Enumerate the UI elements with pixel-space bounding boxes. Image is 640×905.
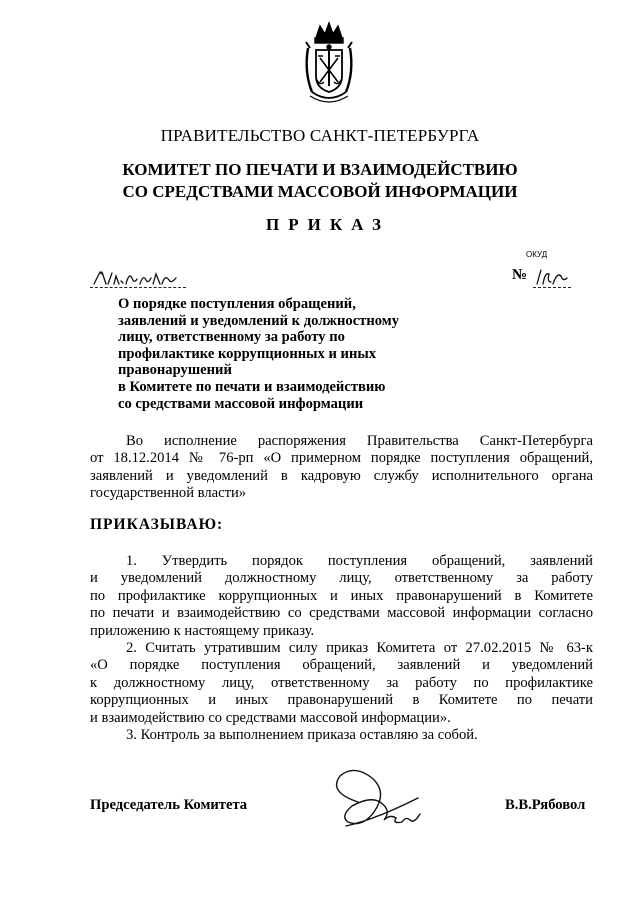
order-items [90,553,593,744]
subject-line: со средствами массовой информации [118,395,364,412]
item1-line: 1. Утвердить порядок поступления обращений, заявлений [126,553,593,569]
item2-line: 2. Считать утратившим силу приказ Комитета от 27.02.2015 № 63-к [126,640,593,657]
preamble [90,433,593,503]
item2-line: к должностному лицу, ответственному за работу по профилактике [90,674,593,691]
item1-line: приложению к настоящему приказу. [90,622,315,639]
chairman-position: Председатель Комитета [90,797,248,813]
preamble-line: заявлений и уведомлений в кадровую службу исполнительного органа [90,467,593,484]
date-underline [90,287,186,288]
subject-line: О порядке поступления обращений, [118,296,356,312]
committee-title-line2: СО СРЕДСТВАМИ МАССОВОЙ ИНФОРМАЦИИ [122,182,518,201]
preamble-line: Во исполнение распоряжения Правительства Санкт-Петербурга [126,433,593,449]
okud-label: ОКУД [526,250,548,259]
item1-line: и уведомлений должностному лицу, ответственному за работу [90,570,593,587]
number-sign: № [512,267,528,283]
item1-line: по профилактике коррупционных и иных правонарушений в Комитете [90,587,593,604]
preamble-line: от 18.12.2014 № 76-рп «О примерном порядке поступления обращений, [90,450,593,467]
handwritten-signature [318,762,426,836]
subject-line: в Комитете по печати и взаимодействию [118,378,386,395]
subject-line: правонарушений [118,362,232,379]
handwritten-number [533,264,569,288]
subject-line: лицу, ответственному за работу по [118,329,345,346]
government-title: ПРАВИТЕЛЬСТВО САНКТ-ПЕТЕРБУРГА [160,126,480,145]
st-petersburg-coat-of-arms-icon [298,20,360,106]
subject-line: заявлений и уведомлений к должностному [118,312,400,329]
committee-title-line1: КОМИТЕТ ПО ПЕЧАТИ И ВЗАИМОДЕЙСТВИЮ [122,160,518,179]
signer-name: В.В.Рябовол [505,797,586,813]
order-heading: ПРИКАЗЫВАЮ: [90,516,224,533]
item2-line: «О порядке поступления обращений, заявлений и уведомлений [90,657,593,674]
number-underline [533,287,571,288]
document-type: ПРИКАЗ [266,215,390,234]
item1-line: по печати и взаимодействию со средствами массовой информации согласно [90,605,593,622]
subject-line: профилактике коррупционных и иных [118,345,377,362]
item2-line: и взаимодействию со средствами массовой информации». [90,709,451,726]
preamble-line: государственной власти» [90,485,247,502]
item3-line: 3. Контроль за выполнением приказа оставляю за собой. [126,727,478,744]
order-subject [118,296,438,412]
committee-title [0,159,640,203]
item2-line: коррупционных и иных правонарушений в Комитете по печати [90,692,593,709]
